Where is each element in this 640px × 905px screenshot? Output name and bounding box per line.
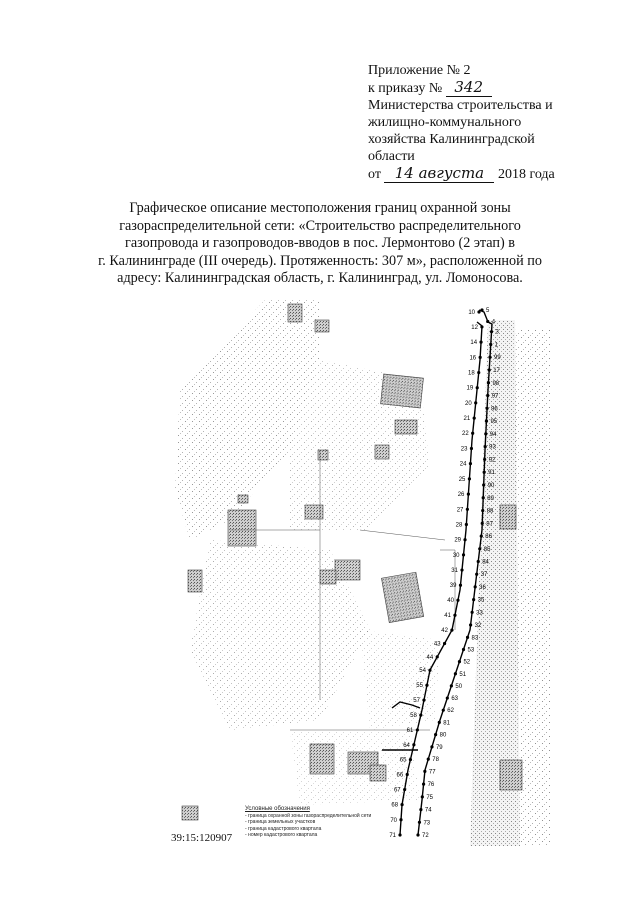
boundary-point-58 bbox=[419, 713, 422, 716]
boundary-point-label: 22 bbox=[461, 431, 469, 438]
boundary-point-68 bbox=[400, 803, 403, 806]
boundary-point-12 bbox=[480, 325, 483, 328]
boundary-point-77 bbox=[423, 770, 426, 773]
boundary-point-label: 63 bbox=[451, 696, 459, 703]
boundary-point-label: 1 bbox=[494, 342, 499, 349]
boundary-point-label: 57 bbox=[413, 698, 420, 705]
boundary-point-label: 25 bbox=[458, 476, 466, 483]
order-number-handwritten: 342 bbox=[446, 79, 492, 97]
boundary-point-54 bbox=[428, 669, 431, 672]
boundary-point-41 bbox=[453, 614, 456, 617]
boundary-point-23 bbox=[470, 447, 473, 450]
document-title bbox=[90, 200, 550, 288]
boundary-point-63 bbox=[446, 696, 449, 699]
boundary-point-43 bbox=[443, 642, 446, 645]
legend-item-2: - граница земельных участков bbox=[245, 819, 316, 825]
boundary-point-93 bbox=[484, 445, 487, 448]
boundary-point-label: 85 bbox=[483, 546, 491, 553]
boundary-point-label: 5 bbox=[486, 308, 490, 314]
boundary-point-label: 61 bbox=[406, 727, 414, 734]
boundary-point-30 bbox=[462, 553, 465, 556]
boundary-point-label: 88 bbox=[486, 508, 494, 515]
boundary-point-40 bbox=[456, 599, 459, 602]
boundary-point-79 bbox=[430, 745, 433, 748]
boundary-point-label: 73 bbox=[423, 820, 431, 827]
boundary-point-label: 10 bbox=[468, 310, 475, 316]
boundary-point-label: 95 bbox=[490, 419, 498, 426]
boundary-point-label: 18 bbox=[468, 370, 475, 377]
boundary-point-98 bbox=[487, 381, 490, 384]
order-line bbox=[368, 79, 608, 97]
boundary-point-label: 89 bbox=[487, 495, 494, 502]
boundary-point-39 bbox=[459, 584, 462, 587]
boundary-point-84 bbox=[477, 560, 480, 563]
boundary-point-70 bbox=[399, 818, 402, 821]
map-legend bbox=[245, 806, 371, 839]
boundary-point-16 bbox=[479, 356, 482, 359]
boundary-point-28 bbox=[465, 523, 468, 526]
boundary-point-85 bbox=[478, 547, 481, 550]
boundary-point-50 bbox=[450, 684, 453, 687]
boundary-point-label: 30 bbox=[452, 552, 460, 559]
boundary-point-label: 80 bbox=[439, 732, 447, 739]
title-line-5: адресу: Калининградская область, г. Калининград, ул. Ломоносова. bbox=[117, 270, 523, 287]
boundary-point-91 bbox=[483, 471, 486, 474]
boundary-point-label: 54 bbox=[419, 668, 426, 675]
boundary-point-67 bbox=[403, 788, 406, 791]
boundary-point-label: 40 bbox=[447, 598, 454, 605]
boundary-point-label: 62 bbox=[447, 708, 454, 715]
boundary-point-label: 39 bbox=[449, 583, 457, 590]
date-line bbox=[368, 165, 608, 183]
boundary-point-label: 21 bbox=[463, 416, 471, 423]
boundary-point-label: 29 bbox=[454, 537, 462, 544]
boundary-point-label: 41 bbox=[444, 613, 451, 620]
boundary-point-96 bbox=[485, 407, 488, 410]
title-line-1: Графическое описание местоположения границ охранной зоны bbox=[129, 200, 511, 216]
boundary-point-65 bbox=[409, 758, 412, 761]
boundary-point-25 bbox=[468, 477, 471, 480]
boundary-point-64 bbox=[412, 743, 415, 746]
boundary-point-label: 67 bbox=[393, 787, 401, 794]
boundary-point-label: 43 bbox=[433, 641, 441, 648]
boundary-point-label: 81 bbox=[443, 720, 450, 727]
boundary-point-label: 74 bbox=[424, 807, 432, 814]
boundary-point-83 bbox=[466, 636, 469, 639]
boundary-point-66 bbox=[406, 773, 409, 776]
boundary-point-94 bbox=[484, 432, 487, 435]
boundary-point-86 bbox=[480, 534, 483, 537]
boundary-point-label: 31 bbox=[451, 568, 458, 575]
boundary-point-52 bbox=[458, 660, 461, 663]
boundary-point-label: 65 bbox=[399, 757, 407, 764]
boundary-point-label: 51 bbox=[459, 671, 467, 678]
boundary-point-label: 32 bbox=[474, 623, 482, 630]
boundary-point-74 bbox=[419, 808, 422, 811]
boundary-point-95 bbox=[485, 419, 488, 422]
boundary-point-20 bbox=[474, 401, 477, 404]
boundary-point-21 bbox=[473, 416, 476, 419]
boundary-point-label: 75 bbox=[426, 794, 434, 801]
boundary-point-62 bbox=[442, 709, 445, 712]
boundary-point-label: 53 bbox=[467, 647, 475, 654]
boundary-point-label: 50 bbox=[455, 683, 463, 690]
boundary-point-label: 20 bbox=[465, 400, 472, 407]
boundary-point-24 bbox=[469, 462, 472, 465]
boundary-point-89 bbox=[482, 496, 485, 499]
legend-item-3: - граница кадастрового квартала bbox=[245, 825, 322, 832]
boundary-point-label: 26 bbox=[457, 492, 465, 499]
boundary-point-label: 78 bbox=[432, 757, 439, 764]
boundary-point-label: 14 bbox=[470, 340, 478, 347]
boundary-point-label: 76 bbox=[427, 782, 435, 789]
boundary-point-label: 99 bbox=[493, 355, 501, 362]
boundary-point-label: 55 bbox=[416, 683, 423, 690]
boundary-point-17 bbox=[488, 368, 491, 371]
boundary-point-label: 97 bbox=[491, 393, 499, 400]
boundary-point-37 bbox=[475, 573, 478, 576]
cadastral-map bbox=[170, 300, 550, 846]
boundary-point-label: 92 bbox=[488, 457, 496, 464]
boundary-point-29 bbox=[463, 538, 466, 541]
title-line-2: газораспределительной сети: «Строительство распределительного bbox=[119, 217, 521, 234]
boundary-point-label: 84 bbox=[482, 559, 489, 566]
boundary-point-label: 33 bbox=[476, 610, 483, 617]
boundary-point-88 bbox=[481, 509, 484, 512]
boundary-point-26 bbox=[467, 492, 470, 495]
boundary-point-19 bbox=[476, 386, 479, 389]
appendix-header bbox=[368, 62, 608, 183]
boundary-point-61 bbox=[416, 728, 419, 731]
boundary-point-1 bbox=[489, 343, 492, 346]
boundary-point-label: 3 bbox=[495, 329, 499, 336]
boundary-point-label: 77 bbox=[428, 769, 436, 776]
boundary-point-42 bbox=[450, 629, 453, 632]
boundary-point-90 bbox=[482, 483, 485, 486]
boundary-point-label: 35 bbox=[477, 597, 485, 604]
boundary-point-57 bbox=[422, 699, 425, 702]
boundary-point-14 bbox=[479, 341, 482, 344]
boundary-point-label: 91 bbox=[488, 470, 495, 477]
boundary-point-97 bbox=[486, 394, 489, 397]
boundary-point-label: 93 bbox=[489, 444, 496, 451]
legend-item-1: - граница охранной зоны газораспределительной сети bbox=[245, 812, 372, 819]
date-handwritten: 14 августа bbox=[384, 165, 494, 183]
boundary-point-33 bbox=[471, 611, 474, 614]
boundary-point-label: 86 bbox=[485, 534, 492, 541]
boundary-point-31 bbox=[460, 568, 463, 571]
boundary-point-label: 96 bbox=[491, 406, 498, 413]
boundary-point-78 bbox=[427, 757, 430, 760]
boundary-point-73 bbox=[418, 821, 421, 824]
title-line-4: г. Калининграде (III очередь). Протяженность: 307 м», расположенной по bbox=[98, 252, 542, 269]
boundary-point-label: 24 bbox=[459, 461, 467, 468]
boundary-point-92 bbox=[483, 458, 486, 461]
boundary-point-35 bbox=[472, 598, 475, 601]
boundary-point-label: 44 bbox=[426, 654, 434, 661]
boundary-point-label: 4 bbox=[491, 319, 496, 326]
boundary-point-label: 28 bbox=[455, 522, 463, 529]
boundary-point-label: 37 bbox=[480, 572, 488, 579]
boundary-point-71 bbox=[398, 833, 401, 836]
boundary-point-81 bbox=[438, 721, 441, 724]
cadastral-quarter-number: 39:15:120907 bbox=[171, 832, 233, 844]
boundary-point-label: 19 bbox=[466, 385, 474, 392]
boundary-point-label: 87 bbox=[486, 521, 493, 528]
ministry-line-2: жилищно-коммунального bbox=[368, 115, 522, 130]
legend-item-4: - номер кадастрового квартала bbox=[245, 832, 318, 838]
boundary-point-label: 12 bbox=[471, 324, 478, 331]
title-line-3: газопровода и газопроводов-вводов в пос. Лермонтово (2 этап) в bbox=[125, 235, 515, 252]
boundary-point-label: 52 bbox=[463, 659, 471, 666]
boundary-point-label: 17 bbox=[493, 367, 500, 374]
boundary-point-80 bbox=[434, 733, 437, 736]
boundary-point-18 bbox=[477, 371, 480, 374]
boundary-point-87 bbox=[481, 522, 484, 525]
boundary-point-label: 71 bbox=[389, 833, 396, 839]
legend-title: Условные обозначения bbox=[245, 806, 310, 812]
boundary-point-label: 16 bbox=[469, 355, 477, 362]
boundary-point-label: 27 bbox=[456, 507, 464, 514]
boundary-point-10 bbox=[477, 310, 480, 313]
boundary-point-label: 42 bbox=[441, 628, 448, 635]
ministry-line-4: области bbox=[368, 149, 415, 164]
boundary-point-51 bbox=[454, 672, 457, 675]
boundary-point-label: 58 bbox=[410, 713, 417, 720]
boundary-point-99 bbox=[488, 356, 491, 359]
boundary-point-44 bbox=[436, 655, 439, 658]
boundary-point-label: 98 bbox=[492, 380, 500, 387]
boundary-point-3 bbox=[490, 330, 493, 333]
date-prefix: от bbox=[368, 167, 381, 182]
order-prefix: к приказу № bbox=[368, 81, 443, 96]
boundary-point-27 bbox=[466, 508, 469, 511]
boundary-point-22 bbox=[471, 432, 474, 435]
boundary-point-75 bbox=[421, 795, 424, 798]
boundary-point-label: 70 bbox=[390, 817, 398, 824]
boundary-point-label: 36 bbox=[479, 584, 486, 591]
boundary-point-55 bbox=[425, 684, 428, 687]
boundary-point-label: 94 bbox=[489, 431, 497, 438]
boundary-point-72 bbox=[416, 833, 419, 836]
boundary-point-36 bbox=[474, 585, 477, 588]
ministry-line-3: хозяйства Калининградской bbox=[368, 132, 535, 147]
boundary-point-label: 64 bbox=[403, 742, 410, 749]
boundary-point-label: 72 bbox=[422, 833, 429, 839]
boundary-point-label: 68 bbox=[391, 802, 399, 809]
boundary-point-label: 90 bbox=[487, 482, 495, 489]
boundary-point-53 bbox=[462, 648, 465, 651]
boundary-point-label: 83 bbox=[471, 635, 479, 642]
ministry-line-1: Министерства строительства и bbox=[368, 98, 553, 113]
boundary-point-5 bbox=[480, 308, 483, 311]
boundary-point-76 bbox=[422, 783, 425, 786]
appendix-number: Приложение № 2 bbox=[368, 63, 471, 78]
date-suffix: 2018 года bbox=[497, 167, 555, 182]
boundary-point-4 bbox=[486, 320, 489, 323]
boundary-point-label: 23 bbox=[460, 446, 468, 453]
boundary-point-label: 79 bbox=[435, 744, 443, 751]
boundary-point-label: 66 bbox=[396, 772, 404, 779]
boundary-point-32 bbox=[469, 623, 472, 626]
